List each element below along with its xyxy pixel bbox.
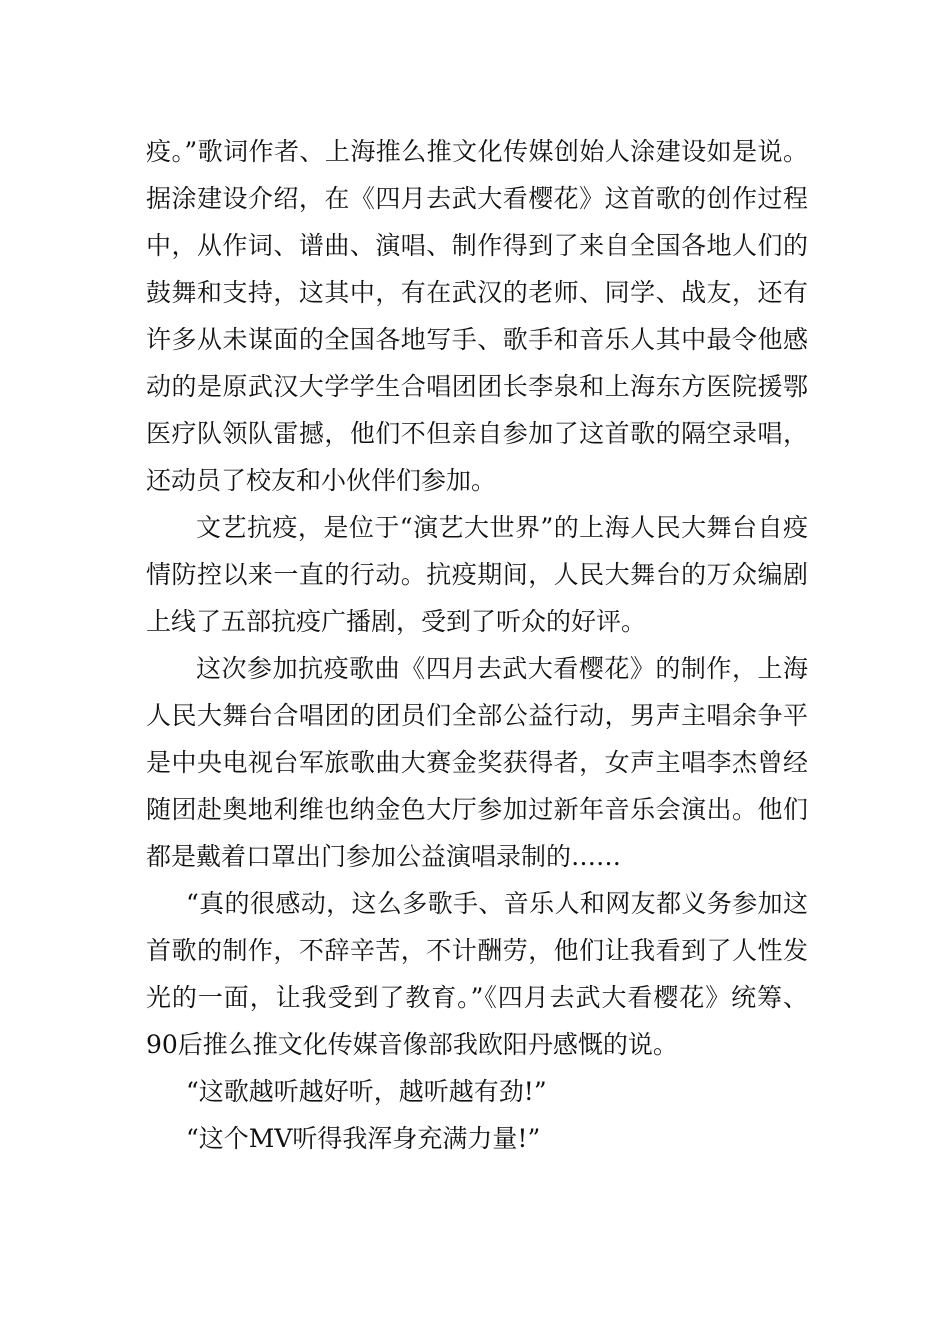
paragraph-5: “这歌越听越好听，越听越有劲!” — [186, 1077, 547, 1106]
paragraph-2: 文艺抗疫，是位于“演艺大世界”的上海人民大舞台自疫情防控以来一直的行动。抗疫期间，人民大舞台的万众编剧上线了五部抗疫广播剧，受到了听众的好评。 — [146, 513, 808, 636]
paragraph-4: “真的很感动，这么多歌手、音乐人和网友都义务参加这首歌的制作，不辞辛苦，不计酬劳，他们让我看到了人性发光的一面，让我受到了教育。”《四月去武大看樱花》统筹、90后推么推文化传媒音像部我欧阳丹感慨的说。 — [146, 889, 808, 1059]
document-body — [146, 128, 808, 1162]
paragraph-6: “这个MV听得我浑身充满力量!” — [186, 1124, 541, 1153]
paragraph-3: 这次参加抗疫歌曲《四月去武大看樱花》的制作，上海人民大舞台合唱团的团员们全部公益行动，男声主唱余争平是中央电视台军旅歌曲大赛金奖获得者，女声主唱李杰曾经随团赴奥地利维也纳金色大厅参加过新年音乐会演出。他们都是戴着口罩出门参加公益演唱录制的…… — [146, 654, 808, 871]
paragraph-1: 疫。”歌词作者、上海推么推文化传媒创始人涂建设如是说。据涂建设介绍，在《四月去武大看樱花》这首歌的创作过程中，从作词、谱曲、演唱、制作得到了来自全国各地人们的鼓舞和支持，这其中，有在武汉的老师、同学、战友，还有许多从未谋面的全国各地写手、歌手和音乐人其中最令他感动的是原武汉大学学生合唱团团长李泉和上海东方医院援鄂医疗队领队雷撼，他们不但亲自参加了这首歌的隔空录唱，还动员了校友和小伙伴们参加。 — [146, 137, 808, 495]
